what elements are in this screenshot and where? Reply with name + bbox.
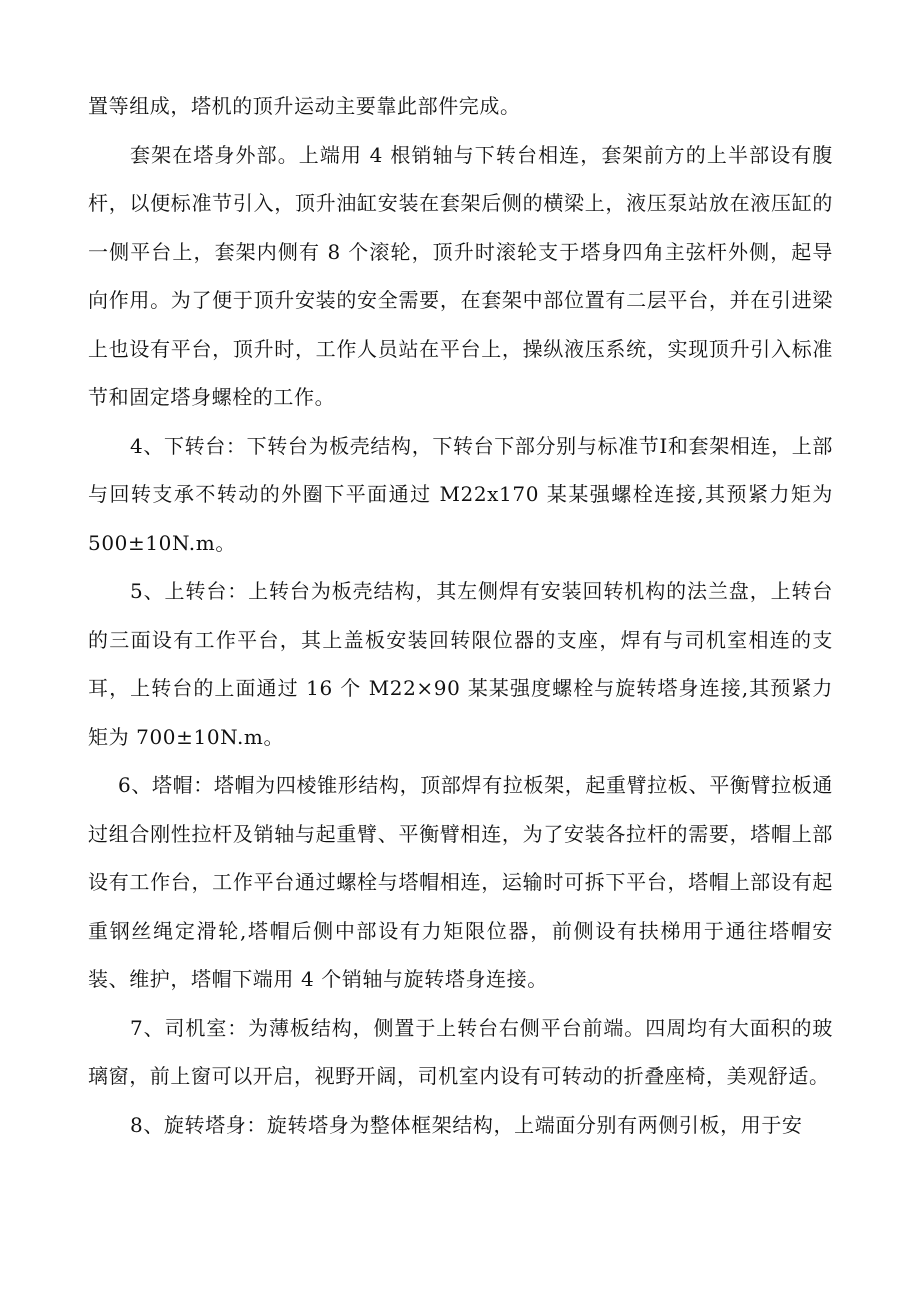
document-body [88, 82, 833, 1149]
paragraph-rotating-tower: 8、旋转塔身：旋转塔身为整体框架结构，上端面分别有两侧引板，用于安 [130, 1112, 803, 1137]
paragraph-upper-turntable: 5、上转台：上转台为板壳结构，其左侧焊有安装回转机构的法兰盘，上转台的三面设有工作平台，其上盖板安装回转限位器的支座，焊有与司机室相连的支耳，上转台的上面通过 16 个 M22×90 某某强度螺栓与旋转塔身连接,其预紧力矩为 700±10N.m。 [88, 579, 833, 749]
paragraph-driver-cab: 7、司机室：为薄板结构，侧置于上转台右侧平台前端。四周均有大面积的玻璃窗，前上窗可以开启，视野开阔，司机室内设有可转动的折叠座椅，美观舒适。 [88, 1015, 833, 1088]
paragraph-continuation: 置等组成，塔机的顶升运动主要靠此部件完成。 [88, 94, 521, 118]
paragraph-tower-cap: 6、塔帽：塔帽为四棱锥形结构，顶部焊有拉板架，起重臂拉板、平衡臂拉板通过组合刚性拉杆及销轴与起重臂、平衡臂相连，为了安装各拉杆的需要，塔帽上部设有工作台，工作平台通过螺栓与塔帽相连，运输时可拆下平台，塔帽上部设有起重钢丝绳定滑轮,塔帽后侧中部设有力矩限位器，前侧设有扶梯用于通往塔帽安装、维护，塔帽下端用 4 个销轴与旋转塔身连接。 [88, 773, 833, 991]
paragraph-jacking-frame: 套架在塔身外部。上端用 4 根销轴与下转台相连，套架前方的上半部设有腹杆，以便标准节引入，顶升油缸安装在套架后侧的横梁上，液压泵站放在液压缸的一侧平台上，套架内侧有 8 个滚轮，顶升时滚轮支于塔身四角主弦杆外侧，起导向作用。为了便于顶升安装的安全需要，在套架中部位置有二层平台，并在引进梁上也设有平台，顶升时，工作人员站在平台上，操纵液压系统，实现顶升引入标准节和固定塔身螺栓的工作。 [88, 142, 833, 409]
paragraph-lower-turntable: 4、下转台：下转台为板壳结构，下转台下部分别与标准节Ⅰ和套架相连，上部与回转支承不转动的外圈下平面通过 M22x170 某某强螺栓连接,其预紧力矩为 500±10N.m。 [88, 433, 833, 555]
